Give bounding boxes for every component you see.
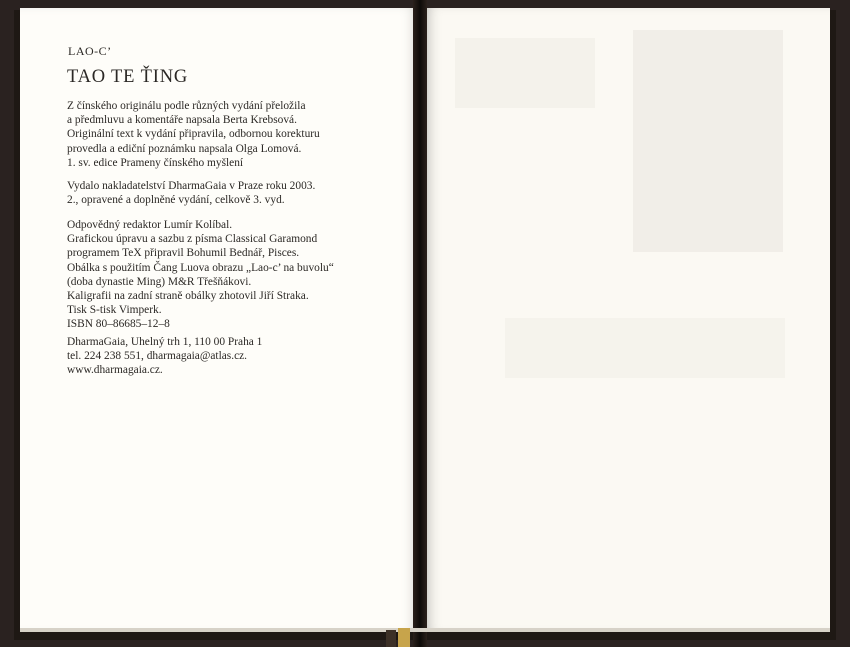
text-line: provedla a ediční poznámku napsala Olga Lomová. xyxy=(67,142,302,155)
phone-email: tel. 224 238 551, dharmagaia@atlas.cz. xyxy=(67,350,248,363)
page-edge xyxy=(20,628,830,632)
text-line: Kaligrafii na zadní straně obálky zhotovil Jiří Straka. xyxy=(67,289,309,302)
show-through-image xyxy=(633,30,783,252)
text-line: Odpovědný redaktor Lumír Kolíbal. xyxy=(67,219,233,231)
website: www.dharmagaia.cz. xyxy=(67,364,163,377)
bookmark-ribbon-dark xyxy=(386,630,396,647)
book-title: TAO TE ŤING xyxy=(67,67,189,87)
text-line: 2., opravené a doplněné vydání, celkově 3. vyd. xyxy=(67,194,285,207)
publisher-block xyxy=(67,179,315,207)
translation-block xyxy=(67,99,320,170)
text-line: Grafickou úpravu a sazbu z písma Classical Garamond xyxy=(67,233,318,246)
bookmark-ribbon xyxy=(398,628,410,647)
text-line: (doba dynastie Ming) M&R Třešňákovi. xyxy=(67,275,252,288)
show-through-image-lower xyxy=(505,318,785,378)
author-name: LAO-C’ xyxy=(68,44,112,58)
contact-block xyxy=(67,335,262,378)
text-line: programem TeX připravil Bohumil Bednář, Pisces. xyxy=(67,247,300,260)
address: DharmaGaia, Uhelný trh 1, 110 00 Praha 1 xyxy=(67,336,263,348)
text-line: Originální text k vydání připravila, odbornou korekturu xyxy=(67,128,320,141)
text-line: Obálka s použitím Čang Luova obrazu „Lao-c’ na buvolu“ xyxy=(67,261,334,274)
text-line: Z čínského originálu podle různých vydání přeložila xyxy=(67,100,306,112)
text-line: Tisk S-tisk Vimperk. xyxy=(67,304,162,317)
book-gutter xyxy=(413,0,427,647)
text-line: a předmluvu a komentáře napsala Berta Krebsová. xyxy=(67,114,297,127)
text-line: Vydalo nakladatelství DharmaGaia v Praze roku 2003. xyxy=(67,180,316,192)
credits-block xyxy=(67,218,334,332)
right-page xyxy=(425,8,830,632)
isbn: ISBN 80–86685–12–8 xyxy=(67,318,170,331)
show-through-text xyxy=(455,38,595,108)
text-line: 1. sv. edice Prameny čínského myšlení xyxy=(67,156,244,169)
